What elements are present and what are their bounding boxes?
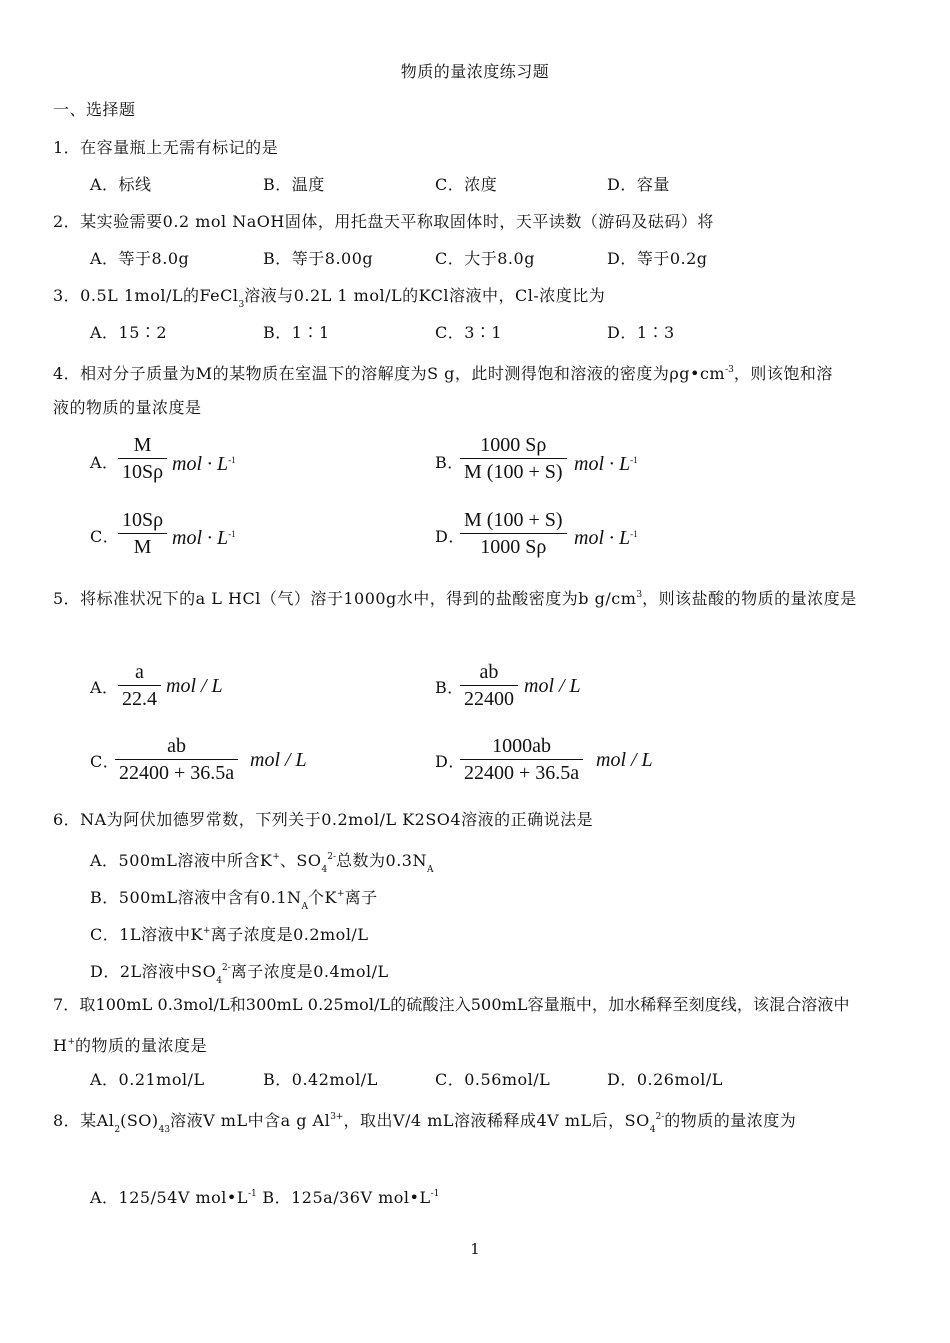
q5-option-b-unit: mol / L: [524, 675, 581, 697]
q6-b-sup: +: [337, 889, 345, 899]
q5-stem-post: ，则该盐酸的物质的量浓度是: [642, 589, 857, 608]
q6-a-sup2: 2-: [327, 852, 337, 862]
q4-option-a-label: A．: [90, 453, 119, 472]
q5-option-c-label: C．: [90, 752, 120, 771]
q4-b-unit-base: mol · L: [574, 453, 631, 475]
q5-option-d-label: D．: [435, 752, 465, 771]
question-7-stem-line2: [53, 1032, 207, 1056]
q8-p2: (SO): [120, 1111, 159, 1130]
question-1-stem: 1．在容量瓶上无需有标记的是: [53, 138, 279, 157]
question-6-option-c: [90, 921, 368, 945]
question-7-option-c: C．0.56mol/L: [435, 1070, 551, 1089]
q5-option-c-fraction: [115, 733, 238, 786]
q5-option-d-fraction: [460, 733, 583, 786]
q4-b-denominator: M (100 + S): [464, 461, 563, 483]
q4-a-numerator: M: [118, 432, 167, 459]
q8-p5: 的物质的量浓度为: [664, 1111, 797, 1130]
question-1-option-c: C．浓度: [435, 175, 498, 194]
q6-c-pre: C．1L溶液中K: [90, 925, 204, 944]
question-7-stem-line1: 7．取100mL 0.3mol/L和300mL 0.25mol/L的硫酸注入500mL容量瓶中，加水稀释至刻度线，该混合溶液中: [53, 995, 850, 1014]
q5-a-denominator: 22.4: [122, 688, 157, 710]
q5-option-a-label: A．: [90, 678, 119, 697]
q5-option-a-unit: mol / L: [166, 675, 223, 697]
q6-b-pre: B．500mL溶液中含有0.1N: [90, 888, 302, 907]
q6-d-post: 离子浓度是0.4mol/L: [230, 962, 389, 981]
q5-b-denominator: 22400: [464, 688, 514, 710]
question-7-option-a: A．0.21mol/L: [90, 1070, 205, 1089]
q8-a-sup: -1: [247, 1189, 257, 1199]
question-1-option-d: D．容量: [607, 175, 670, 194]
q5-option-b-fraction: [460, 659, 518, 712]
q4-option-c-unit: [172, 521, 236, 551]
question-3-option-a: A．15∶2: [90, 323, 168, 342]
q4-option-d-label: D．: [435, 527, 465, 546]
q6-a-sub: 4: [321, 865, 328, 875]
q4-c-unit-sup: -1: [228, 529, 236, 539]
q3-stem-post: 溶液与0.2L 1 mol/L的KCl溶液中，Cl-浓度比为: [244, 286, 606, 305]
q4-a-unit-sup: -1: [228, 455, 236, 465]
question-8-stem: [53, 1107, 796, 1140]
q8-p4: ，取出V/4 mL溶液稀释成4V mL后，SO: [343, 1111, 650, 1130]
question-6-option-a: [90, 847, 433, 880]
q5-c-denominator: 22400 + 36.5a: [119, 762, 235, 784]
q8-b-sup: -1: [430, 1189, 440, 1199]
question-2-stem: 2．某实验需要0.2 mol NaOH固体，用托盘天平称取固体时，天平读数（游码及砝码）将: [53, 212, 714, 231]
q8-p1: 8．某Al: [53, 1111, 115, 1130]
q6-a-sub2: A: [426, 865, 434, 875]
question-4-stem-line1: [53, 360, 833, 384]
q4-c-unit-base: mol · L: [172, 527, 229, 549]
q4-option-b-label: B．: [435, 453, 464, 472]
question-5-stem: [53, 585, 857, 609]
q4-d-unit-base: mol · L: [574, 527, 631, 549]
q6-d-pre: D．2L溶液中SO: [90, 962, 217, 981]
q3-stem-pre: 3．0.5L 1mol/L的FeCl: [53, 286, 239, 305]
page-number: 1: [470, 1240, 480, 1258]
question-3-option-d: D．1∶3: [607, 323, 675, 342]
q8-s4: 4: [649, 1125, 656, 1135]
page-title: 物质的量浓度练习题: [400, 62, 550, 81]
q8-sup1: 3+: [330, 1112, 344, 1122]
q4-option-c-label: C．: [90, 527, 120, 546]
q6-d-sup: 2-: [221, 963, 231, 973]
q5-a-numerator: a: [118, 659, 161, 686]
q4-d-numerator: M (100 + S): [460, 507, 567, 534]
question-4-stem-line2: 液的物质的量浓度是: [53, 398, 202, 417]
q4-c-numerator: 10Sρ: [118, 507, 167, 534]
question-3-option-b: B．1∶1: [263, 323, 330, 342]
q5-d-numerator: 1000ab: [460, 733, 583, 760]
q5-stem-sup: 3: [636, 590, 643, 600]
q6-a-sup1: +: [272, 852, 280, 862]
q6-b-post: 离子: [344, 888, 378, 907]
q5-option-d-unit: mol / L: [596, 749, 653, 771]
q5-b-numerator: ab: [460, 659, 518, 686]
q4-option-b-unit: [574, 447, 638, 477]
q7-stem2-post: 的物质的量浓度是: [75, 1036, 208, 1055]
q8-p3: 溶液V mL中含a g Al: [170, 1111, 331, 1130]
q4-stem-text: 4．相对分子质量为M的某物质在室温下的溶解度为S g，此时测得饱和溶液的密度为ρg•cm: [53, 364, 726, 383]
q4-d-denominator: 1000 Sρ: [480, 536, 547, 558]
q4-option-a-unit: [172, 447, 236, 477]
q4-option-c-fraction: [118, 507, 167, 560]
q8-sup2: 2-: [655, 1112, 665, 1122]
q5-d-denominator: 22400 + 36.5a: [464, 762, 580, 784]
q4-b-unit-sup: -1: [630, 455, 638, 465]
q4-option-a-fraction: [118, 432, 167, 485]
q6-b-sub: A: [301, 902, 309, 912]
question-2-option-a: A．等于8.0g: [90, 249, 190, 268]
question-2-option-c: C．大于8.0g: [435, 249, 535, 268]
q6-a-post: 总数为0.3N: [336, 851, 427, 870]
q4-c-denominator: M: [133, 536, 152, 558]
q5-option-a-fraction: [118, 659, 161, 712]
question-3-option-c: C．3∶1: [435, 323, 503, 342]
q4-option-d-fraction: [460, 507, 567, 560]
question-6-option-d: [90, 958, 389, 991]
question-8-options: [90, 1184, 439, 1208]
q7-stem2-pre: H: [53, 1036, 68, 1055]
question-1-option-a: A．标线: [90, 175, 152, 194]
q4-a-unit-base: mol · L: [172, 453, 229, 475]
q4-d-unit-sup: -1: [630, 529, 638, 539]
question-2-option-d: D．等于0.2g: [607, 249, 708, 268]
question-6-option-b: [90, 884, 378, 917]
q6-c-sup: +: [203, 926, 211, 936]
section-heading: 一、选择题: [53, 100, 136, 119]
q8-s3: 3: [164, 1125, 171, 1135]
question-1-option-b: B．温度: [263, 175, 325, 194]
q5-c-numerator: ab: [115, 733, 238, 760]
q6-b-mid: 个K: [308, 888, 338, 907]
q6-c-post: 离子浓度是0.2mol/L: [210, 925, 369, 944]
q4-stem-end: ，则该饱和溶: [733, 364, 833, 383]
question-6-stem: 6．NA为阿伏加德罗常数，下列关于0.2mol/L K2SO4溶液的正确说法是: [53, 810, 594, 829]
q6-a-mid: 、SO: [279, 851, 322, 870]
q8-s2: 4: [158, 1125, 165, 1135]
q5-option-c-unit: mol / L: [250, 749, 307, 771]
question-2-option-b: B．等于8.00g: [263, 249, 374, 268]
q4-option-b-fraction: [460, 432, 567, 485]
q4-option-d-unit: [574, 521, 638, 551]
q5-option-b-label: B．: [435, 678, 464, 697]
q8-option-b: B．125a/36V mol•L: [256, 1188, 431, 1207]
question-7-option-b: B．0.42mol/L: [263, 1070, 378, 1089]
q4-stem-sup: -3: [725, 365, 734, 375]
q8-option-a: A．125/54V mol•L: [90, 1188, 248, 1207]
q4-a-denominator: 10Sρ: [122, 461, 164, 483]
q4-b-numerator: 1000 Sρ: [460, 432, 567, 459]
question-7-option-d: D．0.26mol/L: [607, 1070, 723, 1089]
q6-a-pre: A．500mL溶液中所含K: [90, 851, 273, 870]
q7-stem2-sup: +: [67, 1037, 75, 1047]
question-3-stem: [53, 286, 605, 315]
q3-subscript: 3: [238, 300, 245, 310]
q6-d-sub: 4: [216, 976, 222, 986]
q8-s1: 2: [114, 1125, 121, 1135]
q5-stem-pre: 5．将标准状况下的a L HCl（气）溶于1000g水中，得到的盐酸密度为b g/cm: [53, 589, 637, 608]
